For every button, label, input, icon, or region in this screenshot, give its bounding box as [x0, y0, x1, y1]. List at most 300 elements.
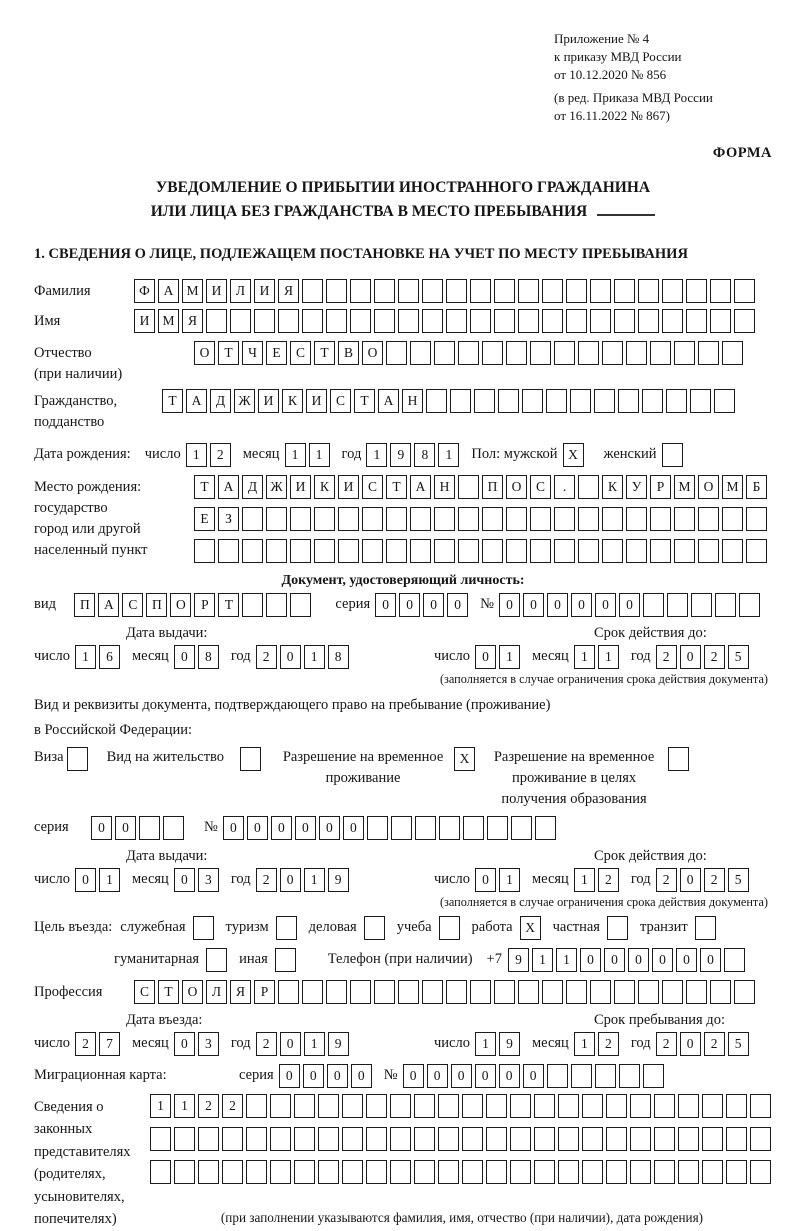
char-cell[interactable] — [438, 1127, 459, 1151]
char-cell[interactable] — [470, 309, 491, 333]
char-cell[interactable] — [662, 980, 683, 1004]
char-cell[interactable] — [674, 507, 695, 531]
char-cell[interactable]: А — [410, 475, 431, 499]
char-cell[interactable]: 1 — [598, 645, 619, 669]
char-cell[interactable]: 0 — [427, 1064, 448, 1088]
char-cell[interactable] — [710, 279, 731, 303]
char-cell[interactable] — [222, 1160, 243, 1184]
char-cell[interactable] — [386, 539, 407, 563]
char-cell[interactable] — [739, 593, 760, 617]
char-cell[interactable]: 0 — [91, 816, 112, 840]
char-cell[interactable]: Т — [218, 593, 239, 617]
char-cell[interactable]: 0 — [280, 1032, 301, 1056]
char-cell[interactable]: X — [563, 443, 584, 467]
char-cell[interactable] — [398, 309, 419, 333]
char-cell[interactable]: 2 — [198, 1094, 219, 1118]
char-cell[interactable] — [710, 309, 731, 333]
char-cell[interactable] — [674, 539, 695, 563]
char-cell[interactable]: 0 — [280, 868, 301, 892]
char-cell[interactable] — [498, 389, 519, 413]
char-cell[interactable] — [391, 816, 412, 840]
char-cell[interactable] — [582, 1160, 603, 1184]
char-cell[interactable] — [486, 1094, 507, 1118]
char-cell[interactable]: 2 — [222, 1094, 243, 1118]
char-cell[interactable]: 0 — [652, 948, 673, 972]
char-cell[interactable] — [578, 341, 599, 365]
char-cell[interactable]: 1 — [186, 443, 207, 467]
char-cell[interactable] — [546, 389, 567, 413]
char-cell[interactable] — [542, 279, 563, 303]
char-cell[interactable] — [422, 309, 443, 333]
char-cell[interactable]: З — [218, 507, 239, 531]
char-cell[interactable] — [662, 309, 683, 333]
char-cell[interactable] — [438, 1160, 459, 1184]
char-cell[interactable] — [446, 309, 467, 333]
char-cell[interactable] — [542, 309, 563, 333]
char-cell[interactable]: X — [454, 747, 475, 771]
char-cell[interactable]: 1 — [499, 645, 520, 669]
char-cell[interactable]: 0 — [475, 645, 496, 669]
char-cell[interactable]: 2 — [656, 645, 677, 669]
char-cell[interactable] — [630, 1094, 651, 1118]
residence-permit-checkbox[interactable] — [240, 747, 264, 771]
char-cell[interactable] — [398, 279, 419, 303]
char-cell[interactable] — [434, 507, 455, 531]
char-cell[interactable]: 0 — [680, 868, 701, 892]
purpose-private-checkbox[interactable] — [607, 916, 631, 940]
char-cell[interactable]: 1 — [304, 1032, 325, 1056]
purpose-tourism-checkbox[interactable] — [276, 916, 300, 940]
char-cell[interactable]: Т — [386, 475, 407, 499]
char-cell[interactable] — [686, 279, 707, 303]
char-cell[interactable] — [246, 1127, 267, 1151]
char-cell[interactable] — [318, 1094, 339, 1118]
char-cell[interactable]: И — [134, 309, 155, 333]
char-cell[interactable]: Е — [266, 341, 287, 365]
char-cell[interactable]: 1 — [174, 1094, 195, 1118]
char-cell[interactable] — [494, 309, 515, 333]
char-cell[interactable] — [570, 389, 591, 413]
char-cell[interactable] — [302, 279, 323, 303]
char-cell[interactable] — [643, 593, 664, 617]
char-cell[interactable] — [410, 539, 431, 563]
char-cell[interactable] — [734, 309, 755, 333]
char-cell[interactable]: 0 — [343, 816, 364, 840]
char-cell[interactable]: 0 — [580, 948, 601, 972]
char-cell[interactable] — [278, 980, 299, 1004]
char-cell[interactable]: М — [158, 309, 179, 333]
char-cell[interactable]: 8 — [198, 645, 219, 669]
char-cell[interactable]: Е — [194, 507, 215, 531]
char-cell[interactable] — [366, 1160, 387, 1184]
char-cell[interactable]: 2 — [704, 1032, 725, 1056]
char-cell[interactable] — [578, 507, 599, 531]
char-cell[interactable]: А — [98, 593, 119, 617]
char-cell[interactable] — [374, 980, 395, 1004]
sex-female-checkbox[interactable] — [662, 443, 686, 467]
char-cell[interactable] — [254, 309, 275, 333]
char-cell[interactable] — [326, 309, 347, 333]
char-cell[interactable] — [702, 1094, 723, 1118]
char-cell[interactable] — [722, 507, 743, 531]
char-cell[interactable] — [302, 309, 323, 333]
char-cell[interactable] — [594, 389, 615, 413]
char-cell[interactable] — [662, 443, 683, 467]
char-cell[interactable]: 0 — [319, 816, 340, 840]
char-cell[interactable]: 0 — [279, 1064, 300, 1088]
char-cell[interactable]: 1 — [475, 1032, 496, 1056]
char-cell[interactable]: И — [290, 475, 311, 499]
char-cell[interactable]: 1 — [366, 443, 387, 467]
char-cell[interactable] — [422, 279, 443, 303]
char-cell[interactable]: А — [186, 389, 207, 413]
char-cell[interactable] — [350, 279, 371, 303]
char-cell[interactable]: 3 — [198, 868, 219, 892]
char-cell[interactable] — [506, 539, 527, 563]
char-cell[interactable] — [614, 309, 635, 333]
char-cell[interactable]: 1 — [556, 948, 577, 972]
char-cell[interactable]: 0 — [403, 1064, 424, 1088]
char-cell[interactable] — [614, 980, 635, 1004]
char-cell[interactable] — [342, 1160, 363, 1184]
char-cell[interactable] — [578, 475, 599, 499]
char-cell[interactable]: 0 — [451, 1064, 472, 1088]
char-cell[interactable] — [439, 816, 460, 840]
char-cell[interactable] — [139, 816, 160, 840]
char-cell[interactable]: 0 — [447, 593, 468, 617]
char-cell[interactable] — [150, 1160, 171, 1184]
char-cell[interactable]: А — [378, 389, 399, 413]
char-cell[interactable] — [390, 1160, 411, 1184]
char-cell[interactable] — [266, 507, 287, 531]
purpose-work-checkbox[interactable] — [520, 916, 544, 940]
char-cell[interactable] — [590, 279, 611, 303]
visa-checkbox[interactable] — [67, 747, 91, 771]
char-cell[interactable]: 0 — [174, 868, 195, 892]
char-cell[interactable]: 5 — [728, 868, 749, 892]
char-cell[interactable] — [518, 980, 539, 1004]
char-cell[interactable] — [667, 593, 688, 617]
char-cell[interactable]: 2 — [598, 868, 619, 892]
char-cell[interactable] — [338, 539, 359, 563]
char-cell[interactable] — [270, 1127, 291, 1151]
char-cell[interactable]: О — [170, 593, 191, 617]
char-cell[interactable] — [678, 1094, 699, 1118]
char-cell[interactable]: 1 — [438, 443, 459, 467]
char-cell[interactable]: 6 — [99, 645, 120, 669]
char-cell[interactable]: 1 — [99, 868, 120, 892]
char-cell[interactable]: И — [306, 389, 327, 413]
char-cell[interactable] — [686, 309, 707, 333]
char-cell[interactable]: Я — [230, 980, 251, 1004]
char-cell[interactable]: Л — [230, 279, 251, 303]
char-cell[interactable] — [294, 1160, 315, 1184]
char-cell[interactable]: 0 — [523, 593, 544, 617]
char-cell[interactable]: Л — [206, 980, 227, 1004]
char-cell[interactable] — [426, 389, 447, 413]
char-cell[interactable] — [206, 309, 227, 333]
char-cell[interactable] — [302, 980, 323, 1004]
char-cell[interactable]: 1 — [574, 1032, 595, 1056]
char-cell[interactable] — [390, 1127, 411, 1151]
char-cell[interactable] — [686, 980, 707, 1004]
char-cell[interactable] — [458, 475, 479, 499]
char-cell[interactable] — [342, 1094, 363, 1118]
char-cell[interactable]: П — [482, 475, 503, 499]
char-cell[interactable] — [487, 816, 508, 840]
char-cell[interactable] — [414, 1094, 435, 1118]
char-cell[interactable] — [318, 1160, 339, 1184]
char-cell[interactable] — [326, 980, 347, 1004]
char-cell[interactable] — [314, 539, 335, 563]
char-cell[interactable] — [638, 309, 659, 333]
char-cell[interactable]: С — [362, 475, 383, 499]
char-cell[interactable] — [206, 948, 227, 972]
char-cell[interactable] — [410, 507, 431, 531]
char-cell[interactable] — [414, 1160, 435, 1184]
char-cell[interactable] — [390, 1094, 411, 1118]
char-cell[interactable]: П — [146, 593, 167, 617]
char-cell[interactable]: 0 — [327, 1064, 348, 1088]
char-cell[interactable]: 5 — [728, 1032, 749, 1056]
char-cell[interactable]: Р — [254, 980, 275, 1004]
char-cell[interactable] — [734, 279, 755, 303]
char-cell[interactable]: 9 — [328, 868, 349, 892]
char-cell[interactable] — [450, 389, 471, 413]
char-cell[interactable]: Я — [278, 279, 299, 303]
char-cell[interactable] — [618, 389, 639, 413]
char-cell[interactable] — [750, 1160, 771, 1184]
char-cell[interactable] — [602, 539, 623, 563]
char-cell[interactable]: Т — [162, 389, 183, 413]
char-cell[interactable] — [726, 1160, 747, 1184]
char-cell[interactable] — [482, 507, 503, 531]
char-cell[interactable]: 0 — [115, 816, 136, 840]
char-cell[interactable]: 0 — [595, 593, 616, 617]
char-cell[interactable] — [242, 507, 263, 531]
char-cell[interactable]: 1 — [150, 1094, 171, 1118]
purpose-humanitarian-checkbox[interactable] — [206, 948, 230, 972]
char-cell[interactable]: О — [506, 475, 527, 499]
char-cell[interactable]: 2 — [210, 443, 231, 467]
char-cell[interactable] — [506, 341, 527, 365]
char-cell[interactable] — [194, 539, 215, 563]
char-cell[interactable]: 1 — [304, 645, 325, 669]
char-cell[interactable]: О — [182, 980, 203, 1004]
char-cell[interactable] — [510, 1094, 531, 1118]
char-cell[interactable]: 9 — [508, 948, 529, 972]
char-cell[interactable] — [542, 980, 563, 1004]
char-cell[interactable] — [193, 916, 214, 940]
purpose-study-checkbox[interactable] — [439, 916, 463, 940]
char-cell[interactable] — [626, 507, 647, 531]
char-cell[interactable] — [338, 507, 359, 531]
char-cell[interactable]: 1 — [304, 868, 325, 892]
char-cell[interactable] — [246, 1160, 267, 1184]
char-cell[interactable] — [698, 507, 719, 531]
char-cell[interactable]: 0 — [604, 948, 625, 972]
char-cell[interactable] — [554, 341, 575, 365]
char-cell[interactable] — [654, 1094, 675, 1118]
char-cell[interactable] — [726, 1094, 747, 1118]
char-cell[interactable]: 0 — [423, 593, 444, 617]
char-cell[interactable]: 7 — [99, 1032, 120, 1056]
char-cell[interactable] — [726, 1127, 747, 1151]
char-cell[interactable] — [695, 916, 716, 940]
char-cell[interactable]: Я — [182, 309, 203, 333]
char-cell[interactable] — [522, 389, 543, 413]
char-cell[interactable]: 2 — [656, 868, 677, 892]
char-cell[interactable] — [364, 916, 385, 940]
char-cell[interactable] — [470, 279, 491, 303]
char-cell[interactable] — [482, 539, 503, 563]
char-cell[interactable] — [666, 389, 687, 413]
char-cell[interactable] — [638, 980, 659, 1004]
char-cell[interactable]: О — [698, 475, 719, 499]
char-cell[interactable] — [534, 1127, 555, 1151]
char-cell[interactable]: 0 — [475, 868, 496, 892]
char-cell[interactable] — [722, 539, 743, 563]
char-cell[interactable]: 8 — [328, 645, 349, 669]
char-cell[interactable]: 0 — [247, 816, 268, 840]
char-cell[interactable] — [606, 1094, 627, 1118]
char-cell[interactable]: Р — [194, 593, 215, 617]
char-cell[interactable] — [494, 980, 515, 1004]
char-cell[interactable] — [482, 341, 503, 365]
char-cell[interactable] — [746, 507, 767, 531]
char-cell[interactable]: 2 — [704, 868, 725, 892]
char-cell[interactable] — [554, 539, 575, 563]
char-cell[interactable]: Р — [650, 475, 671, 499]
char-cell[interactable] — [439, 916, 460, 940]
char-cell[interactable] — [724, 948, 745, 972]
char-cell[interactable] — [614, 279, 635, 303]
char-cell[interactable] — [386, 341, 407, 365]
char-cell[interactable] — [314, 507, 335, 531]
char-cell[interactable] — [606, 1160, 627, 1184]
char-cell[interactable]: О — [194, 341, 215, 365]
char-cell[interactable]: Т — [194, 475, 215, 499]
char-cell[interactable] — [650, 341, 671, 365]
char-cell[interactable] — [534, 1160, 555, 1184]
char-cell[interactable] — [463, 816, 484, 840]
char-cell[interactable]: 0 — [523, 1064, 544, 1088]
char-cell[interactable]: 0 — [223, 816, 244, 840]
char-cell[interactable] — [326, 279, 347, 303]
char-cell[interactable]: Б — [746, 475, 767, 499]
char-cell[interactable] — [518, 309, 539, 333]
char-cell[interactable] — [566, 980, 587, 1004]
char-cell[interactable] — [710, 980, 731, 1004]
char-cell[interactable] — [458, 341, 479, 365]
char-cell[interactable] — [566, 279, 587, 303]
char-cell[interactable] — [607, 916, 628, 940]
char-cell[interactable] — [630, 1127, 651, 1151]
char-cell[interactable]: И — [338, 475, 359, 499]
char-cell[interactable] — [415, 816, 436, 840]
char-cell[interactable] — [702, 1160, 723, 1184]
char-cell[interactable] — [510, 1160, 531, 1184]
char-cell[interactable] — [174, 1160, 195, 1184]
char-cell[interactable] — [582, 1127, 603, 1151]
char-cell[interactable]: С — [530, 475, 551, 499]
char-cell[interactable]: 9 — [328, 1032, 349, 1056]
char-cell[interactable]: . — [554, 475, 575, 499]
char-cell[interactable]: 0 — [547, 593, 568, 617]
char-cell[interactable] — [654, 1127, 675, 1151]
char-cell[interactable] — [558, 1160, 579, 1184]
char-cell[interactable]: 2 — [704, 645, 725, 669]
char-cell[interactable] — [554, 507, 575, 531]
char-cell[interactable]: С — [122, 593, 143, 617]
char-cell[interactable]: 1 — [285, 443, 306, 467]
char-cell[interactable]: 0 — [676, 948, 697, 972]
char-cell[interactable] — [510, 1127, 531, 1151]
char-cell[interactable]: 0 — [619, 593, 640, 617]
char-cell[interactable] — [691, 593, 712, 617]
char-cell[interactable]: 0 — [399, 593, 420, 617]
char-cell[interactable] — [690, 389, 711, 413]
purpose-commercial-checkbox[interactable] — [364, 916, 388, 940]
char-cell[interactable] — [266, 593, 287, 617]
char-cell[interactable] — [702, 1127, 723, 1151]
char-cell[interactable]: П — [74, 593, 95, 617]
char-cell[interactable]: 0 — [680, 1032, 701, 1056]
char-cell[interactable]: С — [330, 389, 351, 413]
char-cell[interactable]: 5 — [728, 645, 749, 669]
temp-residence-checkbox[interactable] — [454, 747, 478, 771]
char-cell[interactable] — [643, 1064, 664, 1088]
char-cell[interactable]: К — [282, 389, 303, 413]
char-cell[interactable] — [534, 1094, 555, 1118]
char-cell[interactable] — [511, 816, 532, 840]
char-cell[interactable]: 9 — [390, 443, 411, 467]
char-cell[interactable]: 0 — [174, 645, 195, 669]
char-cell[interactable]: А — [158, 279, 179, 303]
char-cell[interactable]: И — [206, 279, 227, 303]
char-cell[interactable] — [734, 980, 755, 1004]
char-cell[interactable] — [750, 1094, 771, 1118]
char-cell[interactable]: Н — [434, 475, 455, 499]
char-cell[interactable] — [558, 1127, 579, 1151]
char-cell[interactable] — [674, 341, 695, 365]
char-cell[interactable] — [698, 341, 719, 365]
char-cell[interactable] — [715, 593, 736, 617]
char-cell[interactable] — [578, 539, 599, 563]
char-cell[interactable] — [242, 593, 263, 617]
char-cell[interactable]: Ф — [134, 279, 155, 303]
char-cell[interactable] — [246, 1094, 267, 1118]
char-cell[interactable] — [290, 593, 311, 617]
char-cell[interactable]: Ж — [266, 475, 287, 499]
char-cell[interactable]: 0 — [700, 948, 721, 972]
char-cell[interactable]: С — [290, 341, 311, 365]
char-cell[interactable]: 1 — [574, 868, 595, 892]
char-cell[interactable]: 2 — [256, 1032, 277, 1056]
char-cell[interactable]: 0 — [280, 645, 301, 669]
char-cell[interactable]: 3 — [198, 1032, 219, 1056]
char-cell[interactable] — [530, 507, 551, 531]
char-cell[interactable]: Д — [242, 475, 263, 499]
char-cell[interactable]: 2 — [75, 1032, 96, 1056]
char-cell[interactable] — [474, 389, 495, 413]
char-cell[interactable] — [506, 507, 527, 531]
char-cell[interactable]: М — [674, 475, 695, 499]
char-cell[interactable] — [222, 1127, 243, 1151]
purpose-transit-checkbox[interactable] — [695, 916, 719, 940]
char-cell[interactable] — [230, 309, 251, 333]
char-cell[interactable]: К — [314, 475, 335, 499]
